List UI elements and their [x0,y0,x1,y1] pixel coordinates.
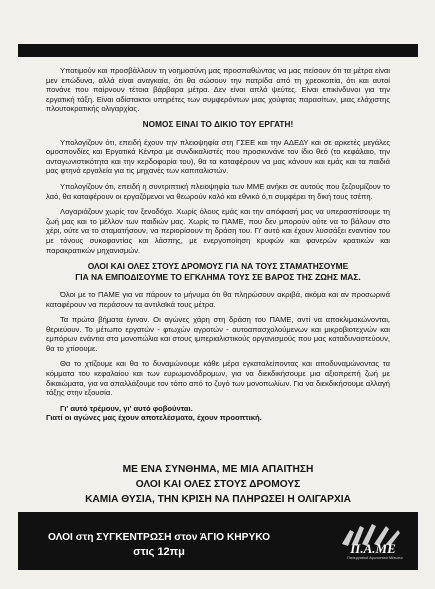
big-slogan-line-2: ΟΛΟΙ ΚΑΙ ΟΛΕΣ ΣΤΟΥΣ ΔΡΟΜΟΥΣ [135,479,301,490]
paragraph-3: Υπολογίζουν ότι, επειδή η συντριπτική πλειοψηφία των ΜΜΕ ανήκει σε αυτούς που ξεζουμίζουν το λαό, θα καταφέρουν οι εργαζόμενοι να θεωρούν καλό και εθνικό ό,τι συμφέρει τη δική τους τσέπη. [46,181,390,201]
rally-line-1: ΟΛΟΙ στη ΣΥΓΚΕΝΤΡΩΣΗ στον ΆΓΙΟ ΚΗΡΥΚΟ [47,532,271,543]
big-slogan-line-3: ΚΑΜΙΑ ΘΥΣΙΑ, ΤΗΝ ΚΡΙΣΗ ΝΑ ΠΛΗΡΩΣΕΙ Η ΟΛΙΓΑΡΧΙΑ [85,494,351,505]
paragraph-6: Τα πρώτα βήματα έγιναν. Οι αγώνες χάρη στη δράση του ΠΑΜΕ, αντί να αποκλιμακώνονται, θεριεύουν. Το μέτωπο εργατών - φτωχών αγροτών - αυτοαπασχολούμενων και μικροβιοτεχνών και εμπόρων ενάντια στα μονοπώλια και στους ιμπεριαλιστικούς οργανισμούς που μας καταδυναστεύουν, θα το χτίσουμε. [46,315,390,353]
paragraph-2: Υπολογίζουν ότι, επειδή έχουν την πλειοψηφία στη ΓΣΕΕ και την ΑΔΕΔΥ και σε αρκετές μεγάλες ομοσπονδίες και Εργατικά Κέντρα με συνδικαλιστές που προσκυνάνε τον ίδιο θεό (το κεφάλαιο, την ανταγωνιστικότητα και την κερδοφορία του), θα τα καταφέρουν να μας κάνουν και εμάς και τα παιδιά μας φτηνά εργαλεία για τις μηχανές των καπιταλιστών. [46,137,390,176]
heading-law: ΝΟΜΟΣ ΕΙΝΑΙ ΤΟ ΔΙΚΙΟ ΤΟΥ ΕΡΓΑΤΗ! [142,119,294,129]
mid-slogan-line-2: ΓΙΑ ΝΑ ΕΜΠΟΔΙΣΟΥΜΕ ΤΟ ΕΓΚΛΗΜΑ ΤΟΥΣ ΣΕ ΒΑΡΟΣ ΤΗΣ ΖΩΗΣ ΜΑΣ. [75,271,361,282]
mid-slogan [46,261,390,282]
top-black-bar [18,44,418,57]
ending-line-1: Γι' αυτό τρέμουν, γι' αυτό φοβούνται. [60,403,193,413]
ending-line-2: Γιατί οι αγώνες μας έχουν αποτελέσματα, έχουν προοπτική. [46,413,262,423]
paragraph-4: Λογαριάζουν χωρίς τον ξενοδόχο. Χωρίς όλους εμάς και την απόφασή μας να υπερασπίσουμε τη ζωή μας και το μέλλον των παιδιών μας. Χωρίς το ΠΑΜΕ, που δεν μπορούν ούτε να το βάλουν στο χέρι, ούτε να το σταματήσουν, να περιορίσουν τη δράση του. Γι' αυτό και έχουν λυσσάξει εναντίον του με τόνους συκοφαντίας και λάσπης, με ενεργοποίηση κρυφών και φανερών κρατικών και παρακρατικών μηχανισμών. [46,207,390,255]
mid-slogan-line-1: ΟΛΟΙ ΚΑΙ ΟΛΕΣ ΣΤΟΥΣ ΔΡΟΜΟΥΣ ΓΙΑ ΝΑ ΤΟΥΣ ΣΤΑΜΑΤΗΣΟΥΜΕ [87,261,349,272]
logo-name: Π.Α.ΜΕ [350,541,396,556]
rally-time: στις 12πμ [133,546,185,558]
leaflet-body [46,66,390,429]
ending-text [46,404,390,423]
rally-announcement [44,530,274,560]
big-slogan-line-1: ΜΕ ΕΝΑ ΣΥΝΘΗΜΑ, ΜΕ ΜΙΑ ΑΠΑΙΤΗΣΗ [122,464,314,475]
paragraph-1: Υποτιμούν και προσβάλλουν τη νοημοσύνη μας προσπαθώντας να μας πείσουν ότι τα μέτρα είναι μεν επώδυνα, αλλά είναι αναγκαία, ότι θα σώσουν την πατρίδα από τη χρεοκοπία, ότι και αυτοί πονάνε που παίρνουν τέτοια βάρβαρα μέτρα. Δεν είναι απλά ψεύτες. Είναι επικίνδυνοι για την εργατική τάξη. Είναι αδίστακτοι υπηρέτες των συμφερόντων μιας χούφτας παρασίτων, μιας ελάχιστης πλουτοκρατικής ολιγαρχίας. [46,66,390,114]
paragraph-5: Όλοι με το ΠΑΜΕ για να πάρουν το μήνυμα ότι θα πληρώσουν ακριβά, ακόμα και αν προσωρινά καταφέρουν να περάσουν τα αντιλαϊκά τους μέτρα. [46,289,390,309]
logo-subtitle: Πανεργατικό Αγωνιστικό Μέτωπο [347,556,403,560]
bottom-black-bar [18,512,418,570]
paragraph-7: Θα το χτίζουμε και θα το δυναμώνουμε κάθε μέρα εγκαταλείποντας και αποδυναμώνοντας τα κόμματα του κεφαλαίου και των ευρωμονόδρομων, για να διεκδικήσουμε μια αξιοπρεπή ζωή με δικαιώματα, για να απαλλάξουμε τον τόπο από το ζυγό των μονοπωλίων. Για να διεκδικήσουμε αλλαγή τάξης στην εξουσία. [46,359,390,398]
big-slogans [28,462,408,507]
